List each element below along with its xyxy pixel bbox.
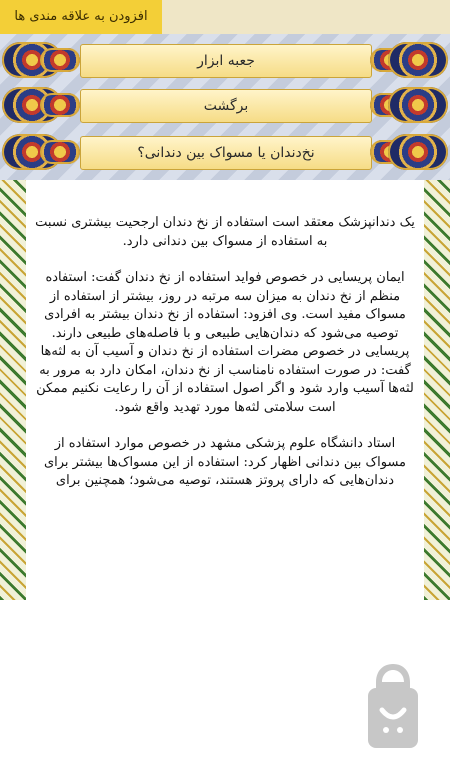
ornament-icon bbox=[388, 42, 448, 78]
article-paragraph: یک دندانپزشک معتقد است استفاده از نخ دندان ارجحیت بیشتری نسبت به استفاده از مسواک بین دندانی دارد. bbox=[35, 215, 415, 249]
article-content[interactable] bbox=[0, 180, 450, 600]
ornament-icon bbox=[40, 48, 80, 72]
add-to-favorites-button[interactable]: افزودن به علاقه مندی ها bbox=[0, 0, 162, 34]
decorative-border-left bbox=[0, 180, 26, 600]
article-body bbox=[34, 214, 416, 509]
back-button[interactable]: برگشت bbox=[80, 89, 372, 123]
menu-row-title bbox=[0, 130, 450, 174]
bazaar-logo-icon bbox=[362, 658, 424, 758]
top-bar bbox=[0, 0, 450, 34]
article-title-bar: نخ‌دندان یا مسواک بین دندانی؟ bbox=[80, 136, 372, 170]
menu-header bbox=[0, 34, 450, 180]
menu-row-back bbox=[0, 83, 450, 127]
article-paragraph: استاد دانشگاه علوم پزشکی مشهد در خصوص موارد استفاده از مسواک بین دندانی اظهار کرد: استفاده از این مسواک‌ها بیشتر برای دندان‌هایی که دارای پروتز هستند، توصیه می‌شود؛ همچنین برای bbox=[43, 436, 407, 488]
article-paragraph: ایمان پریسایی در خصوص فواید استفاده از نخ دندان گفت: استفاده منظم از نخ دندان به میزان سه مرتبه در روز، بیشتر از استفاده از مسواک مفید است. وی افزود: استفاده از نخ دندان بیشتر به افرادی توصیه می‌شود که دندان‌هایی طبیعی و با فاصله‌های طبیعی دارند. پریسایی در خصوص مضرات استفاده از نخ دندان و آسیب آن به لثه‌ها گفت: در صورت استفاده نامناسب از نخ دندان، امکان دارد به مرور به لثه‌ها آسیب وارد شود و اگر اصول استفاده از آن را رعایت نکنیم ممکن است سلامتی لثه‌ها مورد تهدید واقع شود. bbox=[36, 270, 414, 415]
ornament-icon bbox=[388, 87, 448, 123]
ornament-icon bbox=[388, 134, 448, 170]
toolbox-button[interactable]: جعبه ابزار bbox=[80, 44, 372, 78]
menu-row-toolbox bbox=[0, 38, 450, 82]
decorative-border-right bbox=[424, 180, 450, 600]
ornament-icon bbox=[40, 93, 80, 117]
ornament-icon bbox=[40, 140, 80, 164]
